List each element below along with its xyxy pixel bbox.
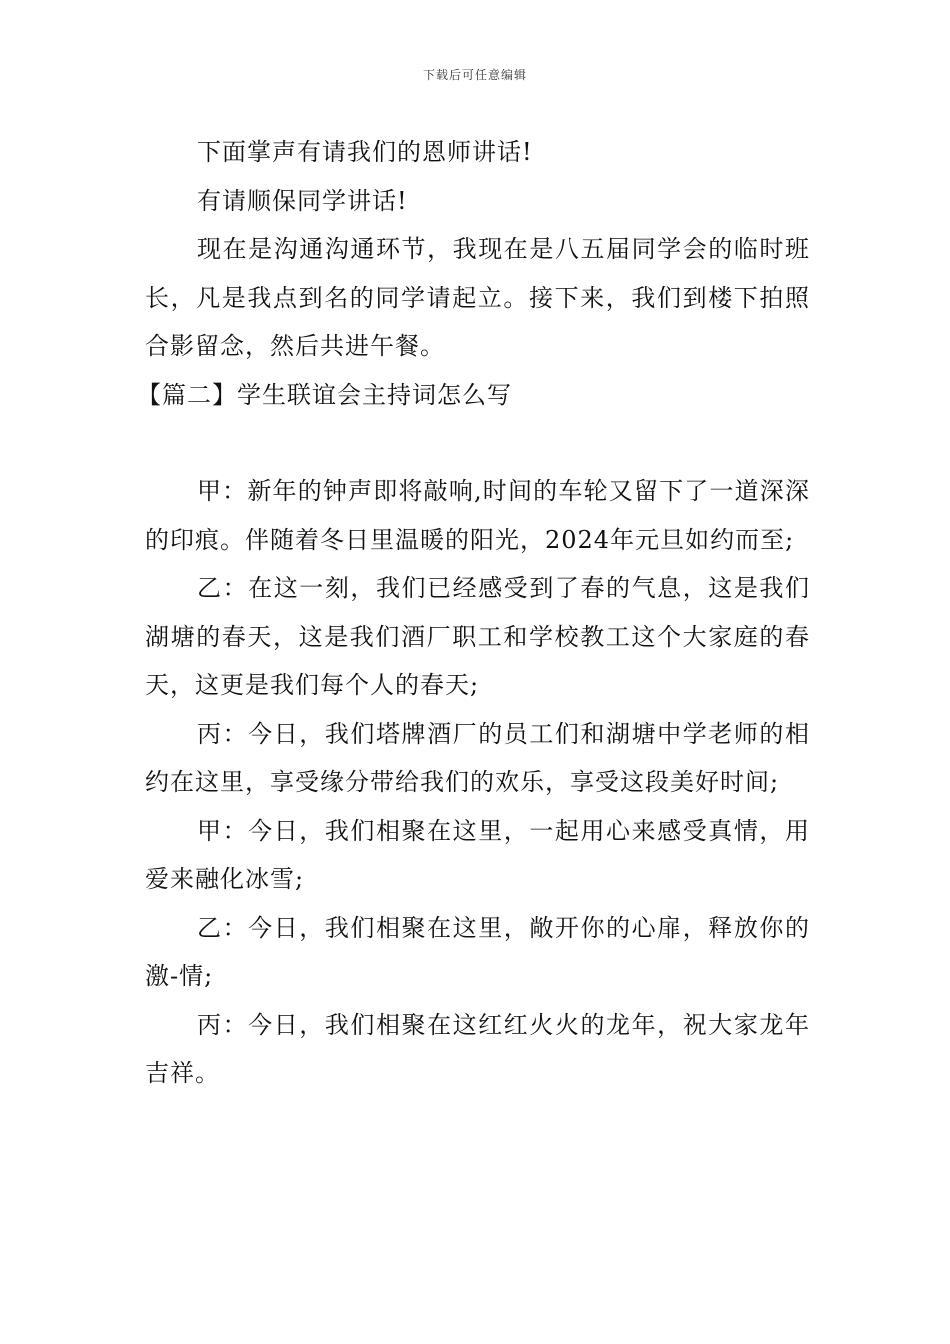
paragraph: 丙：今日，我们塔牌酒厂的员工们和湖塘中学老师的相约在这里，享受缘分带给我们的欢乐，享受这段美好时间; <box>145 719 810 796</box>
paragraph: 乙：在这一刻，我们已经感受到了春的气息，这是我们湖塘的春天，这是我们酒厂职工和学校教工这个大家庭的春天，这更是我们每个人的春天; <box>145 574 810 699</box>
paragraph: 现在是沟通沟通环节，我现在是八五届同学会的临时班长，凡是我点到名的同学请起立。接下来，我们到楼下拍照合影留念，然后共进午餐。 <box>145 235 810 360</box>
paragraph: 甲：新年的钟声即将敲响,时间的车轮又留下了一道深深的印痕。伴随着冬日里温暖的阳光，2024年元旦如约而至; <box>145 477 810 554</box>
paragraph: 甲：今日，我们相聚在这里，一起用心来感受真情，用爱来融化冰雪; <box>145 816 810 893</box>
header-note: 下载后可任意编辑 <box>422 68 527 82</box>
document-body <box>137 128 810 1098</box>
section-title: 【篇二】学生联谊会主持词怎么写 <box>137 380 512 409</box>
paragraph: 乙：今日，我们相聚在这里，敞开你的心扉，释放你的激-情; <box>145 913 810 990</box>
paragraph: 有请顺保同学讲话! <box>197 186 408 215</box>
blank-line <box>145 419 810 467</box>
paragraph: 下面掌声有请我们的恩师讲话! <box>197 138 533 166</box>
paragraph: 丙：今日，我们相聚在这红红火火的龙年，祝大家龙年吉祥。 <box>145 1010 810 1087</box>
